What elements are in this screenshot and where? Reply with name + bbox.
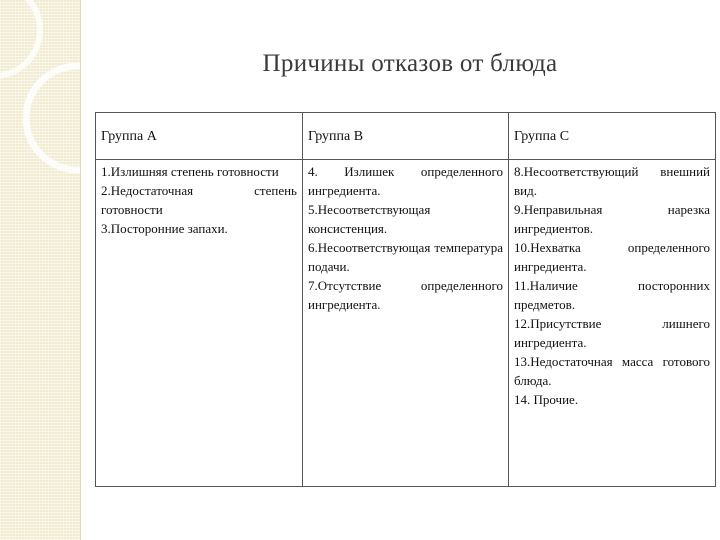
header-group-b: Группа В: [303, 113, 509, 160]
table-row: [96, 160, 716, 487]
list-item: 7.Отсутствие определенного ингредиента.: [308, 278, 503, 312]
strip-divider: [80, 0, 81, 540]
cell-group-a: [96, 160, 303, 487]
list-item: 6.Несоответствующая температура подачи.: [308, 240, 503, 274]
table-header-row: [96, 113, 716, 160]
list-item: 1.Излишняя степень готовности: [101, 164, 279, 179]
header-group-c: Группа С: [509, 113, 716, 160]
list-item: 4. Излишек определенного ингредиента.: [308, 164, 503, 198]
reasons-table: [95, 112, 716, 487]
list-item: 3.Посторонние запахи.: [101, 221, 228, 236]
list-item: 10.Нехватка определенного ингредиента.: [514, 240, 710, 274]
list-item: 12.Присутствие лишнего ингредиента.: [514, 316, 710, 350]
slide-title: Причины отказов от блюда: [262, 50, 558, 77]
header-group-a: Группа А: [96, 113, 303, 160]
list-item: 8.Несоответствующий внешний вид.: [514, 164, 710, 198]
list-item: 5.Несоответствующая консистенция.: [308, 202, 431, 236]
list-item: 14. Прочие.: [514, 392, 579, 407]
list-item: 2.Недостаточная степень готовности: [101, 183, 297, 217]
decorative-side-strip: [0, 0, 80, 540]
list-item: 11.Наличие посторонних предметов.: [514, 278, 710, 312]
list-item: 9.Неправильная нарезка ингредиентов.: [514, 202, 710, 236]
cell-group-b: [303, 160, 509, 487]
list-item: 13.Недостаточная масса готового блюда.: [514, 354, 710, 388]
decorative-circles: [0, 0, 80, 540]
cell-group-c: [509, 160, 716, 487]
